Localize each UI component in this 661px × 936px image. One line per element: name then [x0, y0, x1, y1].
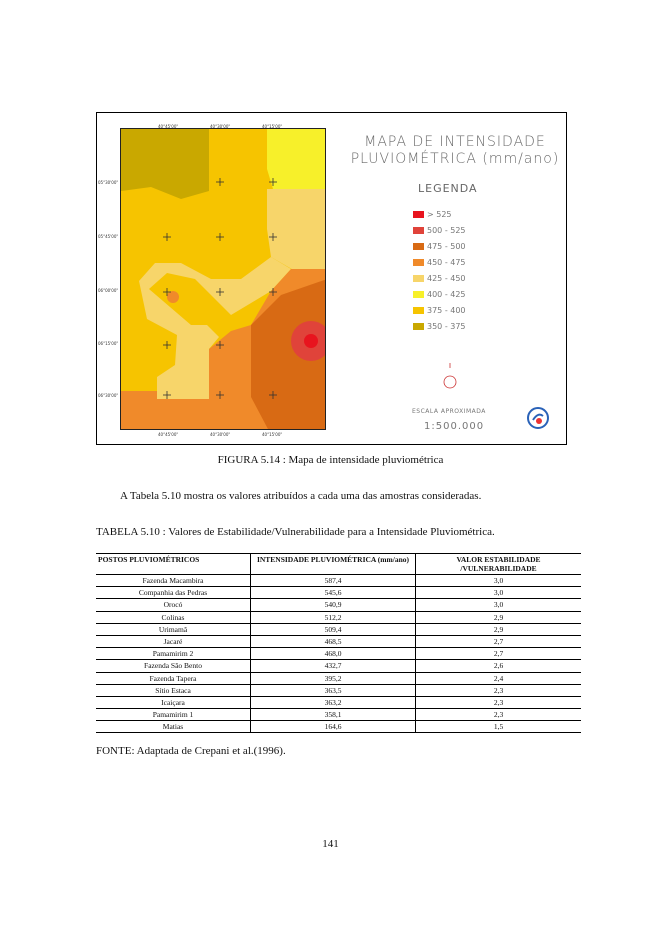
- legend-swatch: [413, 323, 424, 330]
- value-cell: 2,9: [416, 623, 582, 635]
- station-cell: Colinas: [96, 611, 251, 623]
- coord-left-label: 05°45'00": [98, 234, 119, 239]
- intro-paragraph: A Tabela 5.10 mostra os valores atribuídos a cada uma das amostras consideradas.: [120, 490, 482, 502]
- station-cell: Matias: [96, 721, 251, 733]
- legend-label: 450 - 475: [427, 258, 466, 267]
- coord-top-label: 40°30'00": [210, 124, 231, 129]
- legend-item: [413, 290, 466, 299]
- legend-title: LEGENDA: [418, 182, 478, 195]
- legend-label: 375 - 400: [427, 306, 466, 315]
- coord-left-label: 06°30'00": [98, 393, 119, 398]
- table-row: [96, 587, 581, 599]
- column-header-stations: POSTOS PLUVIOMÉTRICOS: [96, 554, 251, 575]
- legend-item: [413, 306, 466, 315]
- station-cell: Orocó: [96, 599, 251, 611]
- coord-top-label: 40°45'00": [158, 124, 179, 129]
- coord-left-label: 06°00'00": [98, 288, 119, 293]
- legend-item: [413, 258, 466, 267]
- value-cell: 3,0: [416, 599, 582, 611]
- legend-label: 500 - 525: [427, 226, 466, 235]
- coord-left-label: 05°30'00": [98, 180, 119, 185]
- map-title-line2: PLUVIOMÉTRICA (mm/ano): [350, 151, 560, 167]
- page-number: 141: [322, 838, 339, 850]
- intensity-cell: 509,4: [251, 623, 416, 635]
- rainfall-map-graphic: [121, 129, 326, 430]
- legend-label: 350 - 375: [427, 322, 466, 331]
- institution-logo-icon: [526, 406, 550, 430]
- column-header-value: VALOR ESTABILIDADE /VULNERABILIDADE: [416, 554, 582, 575]
- value-cell: 1,5: [416, 721, 582, 733]
- intensity-cell: 587,4: [251, 575, 416, 587]
- coord-bottom-label: 40°30'00": [210, 432, 231, 437]
- table-row: [96, 709, 581, 721]
- station-cell: Jacaré: [96, 635, 251, 647]
- station-cell: Pamamirim 1: [96, 709, 251, 721]
- intensity-cell: 545,6: [251, 587, 416, 599]
- station-cell: Pamamirim 2: [96, 648, 251, 660]
- legend-swatch: [413, 243, 424, 250]
- legend-item: [413, 242, 466, 251]
- table-row: [96, 635, 581, 647]
- legend-item: [413, 322, 466, 331]
- legend-label: > 525: [427, 210, 452, 219]
- value-cell: 2,6: [416, 660, 582, 672]
- value-cell: 3,0: [416, 575, 582, 587]
- scale-caption: ESCALA APROXIMADA: [412, 408, 486, 415]
- legend-label: 425 - 450: [427, 274, 466, 283]
- column-header-intensity: INTENSIDADE PLUVIOMÉTRICA (mm/ano): [251, 554, 416, 575]
- station-cell: Companhia das Pedras: [96, 587, 251, 599]
- rainfall-table: [96, 553, 581, 733]
- intensity-cell: 164,6: [251, 721, 416, 733]
- intensity-cell: 358,1: [251, 709, 416, 721]
- value-cell: 3,0: [416, 587, 582, 599]
- map-title-line1: MAPA DE INTENSIDADE: [364, 134, 546, 150]
- value-cell: 2,3: [416, 709, 582, 721]
- intensity-cell: 395,2: [251, 672, 416, 684]
- intensity-cell: 540,9: [251, 599, 416, 611]
- coord-bottom-label: 40°15'00": [262, 432, 283, 437]
- source-note: FONTE: Adaptada de Crepani et al.(1996).: [96, 745, 286, 757]
- figure-caption: FIGURA 5.14 : Mapa de intensidade pluviométrica: [217, 454, 444, 466]
- intensity-cell: 363,2: [251, 696, 416, 708]
- table-row: [96, 575, 581, 587]
- table-header-row: [96, 554, 581, 575]
- station-cell: Fazenda Macambira: [96, 575, 251, 587]
- table-row: [96, 623, 581, 635]
- value-cell: 2,3: [416, 696, 582, 708]
- legend-swatch: [413, 211, 424, 218]
- legend-item: [413, 274, 466, 283]
- station-cell: Fazenda Tapera: [96, 672, 251, 684]
- intensity-cell: 512,2: [251, 611, 416, 623]
- legend-swatch: [413, 275, 424, 282]
- scale-value: 1:500.000: [424, 421, 485, 432]
- value-cell: 2,7: [416, 635, 582, 647]
- table-row: [96, 696, 581, 708]
- coord-left-label: 06°15'00": [98, 341, 119, 346]
- station-cell: Sítio Estaca: [96, 684, 251, 696]
- station-cell: Icaiçara: [96, 696, 251, 708]
- value-cell: 2,9: [416, 611, 582, 623]
- table-row: [96, 611, 581, 623]
- value-cell: 2,7: [416, 648, 582, 660]
- coord-top-label: 40°15'00": [262, 124, 283, 129]
- intensity-cell: 363,5: [251, 684, 416, 696]
- table-row: [96, 721, 581, 733]
- legend-item: [413, 210, 452, 219]
- station-cell: Urimamã: [96, 623, 251, 635]
- table-row: [96, 648, 581, 660]
- legend-item: [413, 226, 466, 235]
- table-row: [96, 660, 581, 672]
- legend-swatch: [413, 307, 424, 314]
- legend-swatch: [413, 259, 424, 266]
- value-cell: 2,3: [416, 684, 582, 696]
- legend-swatch: [413, 227, 424, 234]
- station-cell: Fazenda São Bento: [96, 660, 251, 672]
- table-row: [96, 672, 581, 684]
- rainfall-map: [120, 128, 326, 430]
- intensity-cell: 468,0: [251, 648, 416, 660]
- legend-label: 475 - 500: [427, 242, 466, 251]
- intensity-cell: 468,5: [251, 635, 416, 647]
- table-caption: TABELA 5.10 : Valores de Estabilidade/Vulnerabilidade para a Intensidade Pluviométrica.: [96, 526, 495, 538]
- north-arrow-icon: [442, 362, 458, 390]
- legend-label: 400 - 425: [427, 290, 466, 299]
- coord-bottom-label: 40°45'00": [158, 432, 179, 437]
- value-cell: 2,4: [416, 672, 582, 684]
- table-row: [96, 684, 581, 696]
- table-row: [96, 599, 581, 611]
- legend-swatch: [413, 291, 424, 298]
- intensity-cell: 432,7: [251, 660, 416, 672]
